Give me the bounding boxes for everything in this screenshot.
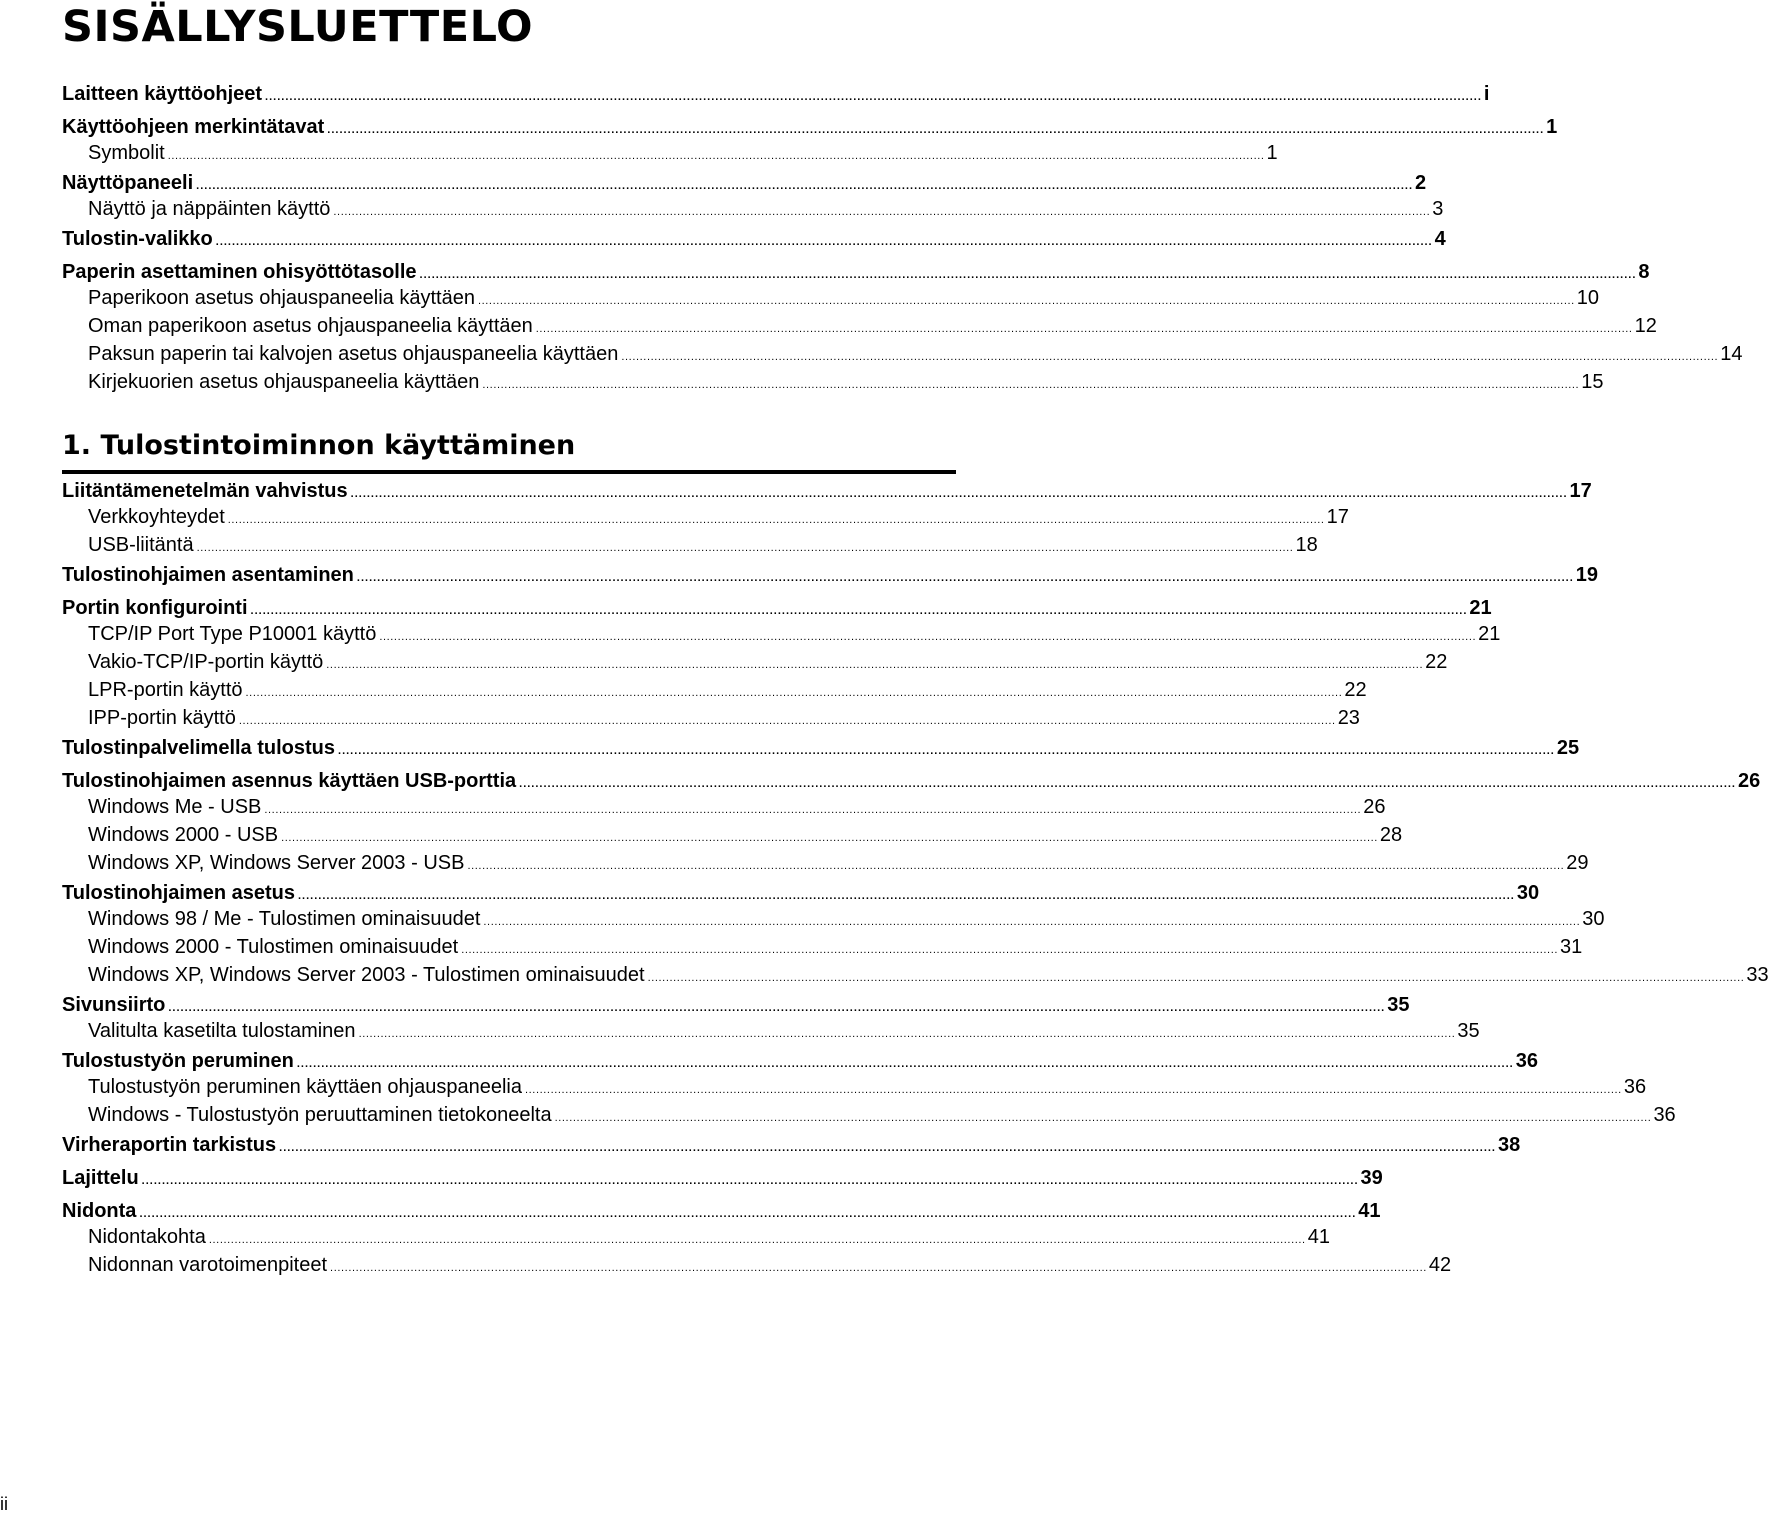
toc-entry-page: 35 [1457, 1020, 1480, 1042]
toc-entry-page: 35 [1387, 994, 1410, 1016]
toc-entry[interactable] [62, 648, 1448, 676]
dot-leader: ............................................................................................................................................................................................................................................................................................................ [330, 1262, 1427, 1274]
toc-entry-label: Käyttöohjeen merkintätavat [62, 116, 325, 138]
toc-entry-label: Portin konfigurointi [62, 597, 248, 619]
toc-entry[interactable] [62, 1101, 1676, 1129]
toc-entry-label: Tulostustyön peruminen käyttäen ohjauspaneelia [88, 1076, 522, 1098]
toc-entry[interactable] [62, 559, 1599, 592]
toc-entry[interactable] [62, 1162, 1383, 1195]
dot-leader: ............................................................................................................................................................................................................................................................................................................ [238, 715, 1336, 727]
toc-entry-page: 33 [1746, 964, 1769, 986]
toc-entry[interactable] [62, 78, 1490, 111]
dot-leader: ............................................................................................................................................................................................................................................................................................................ [338, 745, 1555, 757]
dot-leader: ............................................................................................................................................................................................................................................................................................................ [621, 351, 1719, 363]
toc-entry-page: 26 [1363, 796, 1386, 818]
toc-entry-label: LPR-portin käyttö [88, 679, 243, 701]
toc-entry[interactable] [62, 139, 1278, 167]
toc-entry-page: i [1483, 83, 1490, 105]
toc-entry-page: 28 [1379, 824, 1403, 846]
dot-leader: ............................................................................................................................................................................................................................................................................................................ [419, 269, 1637, 281]
toc-entry-page: 31 [1560, 936, 1583, 958]
toc-entry-label: Virheraportin tarkistus [62, 1134, 277, 1156]
toc-entry-page: 23 [1337, 707, 1360, 729]
toc-entry-label: Laitteen käyttöohjeet [62, 83, 263, 105]
toc-entry-page: 30 [1582, 908, 1605, 930]
toc-entry[interactable] [62, 676, 1367, 704]
dot-leader: ............................................................................................................................................................................................................................................................................................................ [535, 323, 1633, 335]
toc-entry[interactable] [62, 1223, 1330, 1251]
dot-leader: ............................................................................................................................................................................................................................................................................................................ [167, 150, 1265, 162]
toc-entry-label: Tulostin-valikko [62, 228, 213, 250]
toc-entry[interactable] [62, 1251, 1452, 1279]
toc-entry-label: Tulostinohjaimen asennus käyttäen USB-porttia [62, 770, 517, 792]
toc-entry-page: 1 [1546, 116, 1558, 138]
toc-entry[interactable] [62, 531, 1318, 559]
dot-leader: ............................................................................................................................................................................................................................................................................................................ [215, 236, 1433, 248]
toc-entry[interactable] [62, 905, 1605, 933]
toc-entry-label: Vakio-TCP/IP-portin käyttö [88, 651, 324, 673]
toc-entry[interactable] [62, 1017, 1480, 1045]
dot-leader: ............................................................................................................................................................................................................................................................................................................ [477, 295, 1575, 307]
toc-entry-label: Näyttö ja näppäinten käyttö [88, 198, 331, 220]
dot-leader: ............................................................................................................................................................................................................................................................................................................ [326, 659, 1424, 671]
toc-entry-label: Nidonnan varotoimenpiteet [88, 1254, 328, 1276]
toc-entry-label: Windows - Tulostustyön peruuttaminen tietokoneelta [88, 1104, 552, 1126]
toc-entry-label: Nidontakohta [88, 1226, 206, 1248]
toc-entry-label: Windows 2000 - Tulostimen ominaisuudet [88, 936, 459, 958]
toc-entry-page: 21 [1469, 597, 1492, 619]
toc-entry[interactable] [62, 620, 1501, 648]
chapter-title: 1. Tulostintoiminnon käyttäminen [62, 430, 576, 461]
toc-entry-page: 15 [1581, 371, 1604, 393]
dot-leader: ............................................................................................................................................................................................................................................................................................................ [647, 972, 1745, 984]
toc-entry[interactable] [62, 933, 1583, 961]
toc-entry-page: 19 [1575, 564, 1599, 586]
toc-entry[interactable] [62, 1129, 1521, 1162]
toc-entry[interactable] [62, 732, 1580, 765]
toc-entry-label: Tulostinpalvelimella tulostus [62, 737, 336, 759]
dot-leader: ............................................................................................................................................................................................................................................................................................................ [356, 572, 1574, 584]
dot-leader: ............................................................................................................................................................................................................................................................................................................ [327, 124, 1545, 136]
dot-leader: ............................................................................................................................................................................................................................................................................................................ [208, 1234, 1306, 1246]
dot-leader: ............................................................................................................................................................................................................................................................................................................ [467, 860, 1565, 872]
dot-leader: ............................................................................................................................................................................................................................................................................................................ [379, 631, 1477, 643]
toc-entry-page: 30 [1516, 882, 1540, 904]
toc-entry[interactable] [62, 111, 1558, 144]
dot-leader: ............................................................................................................................................................................................................................................................................................................ [227, 514, 1325, 526]
toc-entry-page: 10 [1576, 287, 1600, 309]
toc-entry-page: 36 [1515, 1050, 1538, 1072]
dot-leader: ............................................................................................................................................................................................................................................................................................................ [519, 778, 1736, 790]
toc-entry-page: 42 [1428, 1254, 1452, 1276]
toc-entry-page: 8 [1638, 261, 1650, 283]
dot-leader: ............................................................................................................................................................................................................................................................................................................ [461, 944, 1559, 956]
toc-entry[interactable] [62, 340, 1743, 368]
toc-entry-page: 1 [1266, 142, 1278, 164]
toc-entry[interactable] [62, 223, 1446, 256]
dot-leader: ............................................................................................................................................................................................................................................................................................................ [333, 206, 1431, 218]
dot-leader: ............................................................................................................................................................................................................................................................................................................ [265, 91, 1482, 103]
toc-entry-label: Symbolit [88, 142, 165, 164]
toc-entry-label: TCP/IP Port Type P10001 käyttö [88, 623, 377, 645]
toc-entry-page: 26 [1738, 770, 1761, 792]
dot-leader: ............................................................................................................................................................................................................................................................................................................ [554, 1112, 1652, 1124]
toc-entry-label: Windows XP, Windows Server 2003 - Tulostimen ominaisuudet [88, 964, 645, 986]
toc-entry-page: 41 [1307, 1226, 1330, 1248]
dot-leader: ............................................................................................................................................................................................................................................................................................................ [298, 890, 1515, 902]
dot-leader: ............................................................................................................................................................................................................................................................................................................ [196, 180, 1414, 192]
toc-entry-page: 22 [1344, 679, 1367, 701]
toc-entry-label: Sivunsiirto [62, 994, 166, 1016]
dot-leader: ............................................................................................................................................................................................................................................................................................................ [350, 488, 1568, 500]
dot-leader: ............................................................................................................................................................................................................................................................................................................ [250, 605, 1468, 617]
toc-entry-page: 14 [1720, 343, 1743, 365]
toc-entry-label: Kirjekuorien asetus ohjauspaneelia käyttäen [88, 371, 480, 393]
toc-entry-page: 2 [1415, 172, 1427, 194]
page-title: SISÄLLYSLUETTELO [62, 2, 534, 52]
dot-leader: ............................................................................................................................................................................................................................................................................................................ [524, 1084, 1622, 1096]
dot-leader: ............................................................................................................................................................................................................................................................................................................ [483, 916, 1581, 928]
toc-entry[interactable] [62, 961, 1769, 989]
toc-entry-label: Oman paperikoon asetus ohjauspaneelia käyttäen [88, 315, 533, 337]
toc-entry-page: 4 [1434, 228, 1446, 250]
toc-entry-label: Tulostinohjaimen asentaminen [62, 564, 354, 586]
toc-entry[interactable] [62, 1073, 1647, 1101]
toc-entry-page: 25 [1556, 737, 1580, 759]
dot-leader: ............................................................................................................................................................................................................................................................................................................ [296, 1058, 1514, 1070]
toc-entry-label: Tulostustyön peruminen [62, 1050, 294, 1072]
toc-entry[interactable] [62, 368, 1604, 396]
toc-entry-label: Windows 2000 - USB [88, 824, 279, 846]
toc-entry[interactable] [62, 284, 1600, 312]
toc-entry[interactable] [62, 849, 1589, 877]
toc-entry-label: Paksun paperin tai kalvojen asetus ohjauspaneelia käyttäen [88, 343, 619, 365]
chapter-rule [62, 470, 956, 474]
chapter-heading [62, 428, 956, 474]
toc-entry-page: 17 [1569, 480, 1592, 502]
toc-entry-label: Windows 98 / Me - Tulostimen ominaisuudet [88, 908, 481, 930]
toc-entry-page: 41 [1358, 1200, 1381, 1222]
toc-entry-label: Näyttöpaneeli [62, 172, 194, 194]
toc-entry-page: 36 [1653, 1104, 1676, 1126]
toc-intro-list [62, 78, 1743, 396]
toc-entry-label: Windows Me - USB [88, 796, 262, 818]
toc-entry-label: IPP-portin käyttö [88, 707, 236, 729]
dot-leader: ............................................................................................................................................................................................................................................................................................................ [264, 804, 1362, 816]
toc-entry[interactable] [62, 704, 1360, 732]
toc-entry-label: Paperikoon asetus ohjauspaneelia käyttäen [88, 287, 475, 309]
toc-entry-page: 18 [1295, 534, 1318, 556]
toc-entry-page: 12 [1634, 315, 1657, 337]
toc-entry-page: 17 [1326, 506, 1349, 528]
toc-entry[interactable] [62, 312, 1657, 340]
toc-entry[interactable] [62, 821, 1403, 849]
toc-entry-page: 29 [1566, 852, 1589, 874]
dot-leader: ............................................................................................................................................................................................................................................................................................................ [358, 1028, 1456, 1040]
dot-leader: ............................................................................................................................................................................................................................................................................................................ [482, 379, 1580, 391]
dot-leader: ............................................................................................................................................................................................................................................................................................................ [196, 542, 1294, 554]
toc-entry-page: 38 [1498, 1134, 1521, 1156]
dot-leader: ............................................................................................................................................................................................................................................................................................................ [139, 1208, 1357, 1220]
toc-entry-label: Verkkoyhteydet [88, 506, 225, 528]
toc-chapter1-list [62, 475, 1769, 1279]
toc-entry-label: Lajittelu [62, 1167, 139, 1189]
toc-entry-page: 39 [1360, 1167, 1383, 1189]
toc-entry-page: 3 [1432, 198, 1444, 220]
toc-entry[interactable] [62, 793, 1386, 821]
toc-entry-page: 36 [1623, 1076, 1647, 1098]
toc-entry[interactable] [62, 503, 1349, 531]
dot-leader: ............................................................................................................................................................................................................................................................................................................ [281, 832, 1378, 844]
dot-leader: ............................................................................................................................................................................................................................................................................................................ [279, 1142, 1496, 1154]
dot-leader: ............................................................................................................................................................................................................................................................................................................ [168, 1002, 1386, 1014]
toc-entry-label: Liitäntämenetelmän vahvistus [62, 480, 348, 502]
toc-entry-label: Valitulta kasetilta tulostaminen [88, 1020, 356, 1042]
dot-leader: ............................................................................................................................................................................................................................................................................................................ [245, 687, 1343, 699]
toc-entry[interactable] [62, 195, 1444, 223]
toc-entry-label: USB-liitäntä [88, 534, 194, 556]
toc-entry-page: 21 [1478, 623, 1501, 645]
dot-leader: ............................................................................................................................................................................................................................................................................................................ [141, 1175, 1359, 1187]
toc-entry-label: Nidonta [62, 1200, 137, 1222]
toc-entry-label: Tulostinohjaimen asetus [62, 882, 295, 904]
toc-entry-label: Windows XP, Windows Server 2003 - USB [88, 852, 465, 874]
toc-entry-page: 22 [1425, 651, 1448, 673]
page-number: ii [0, 1494, 8, 1514]
toc-entry-label: Paperin asettaminen ohisyöttötasolle [62, 261, 417, 283]
